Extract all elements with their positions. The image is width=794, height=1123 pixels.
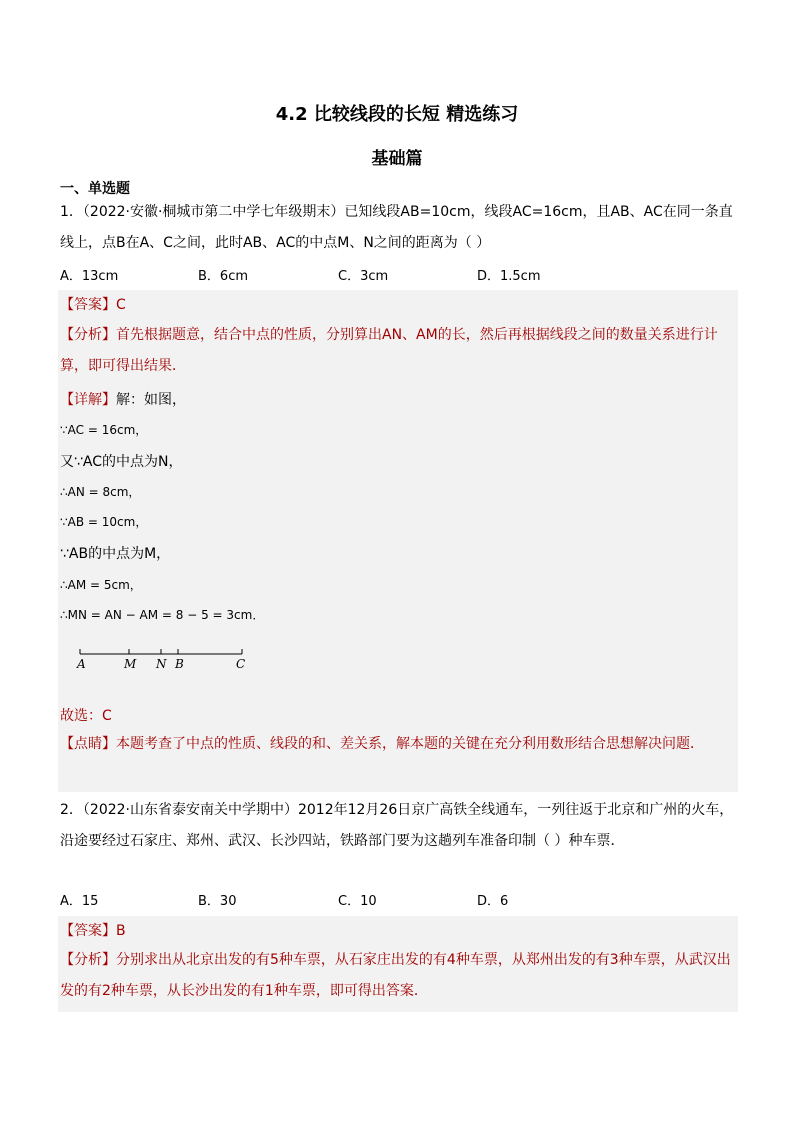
analysis-1 xyxy=(60,320,740,382)
analysis-text: 分别求出从北京出发的有5种车票，从石家庄出发的有4种车票，从郑州出发的有3种车票，从武汉出发的有2种车票，从长沙出发的有1种车票，即可得出答案． xyxy=(60,952,731,999)
analysis-tag: 【分析】 xyxy=(60,952,116,968)
answer-value: C xyxy=(116,297,126,313)
detail-tag: 【详解】 xyxy=(60,392,116,408)
question-2-options xyxy=(60,890,740,910)
choice-1 xyxy=(60,705,740,725)
choice-value: C xyxy=(102,708,112,724)
label-a: A xyxy=(77,657,86,671)
option-d: D．6 xyxy=(477,894,509,909)
comment-text: 本题考查了中点的性质、线段的和、差关系，解本题的关键在充分利用数形结合思想解决问题． xyxy=(116,736,704,752)
label-c: C xyxy=(236,657,246,671)
answer-value: B xyxy=(116,923,126,939)
label-b: B xyxy=(175,657,184,671)
answer-2 xyxy=(60,920,740,940)
answer-tag: 【答案】 xyxy=(60,297,116,313)
option-c: C．3cm xyxy=(338,269,389,284)
option-a: A．13cm xyxy=(60,269,119,284)
segment-figure xyxy=(70,644,260,674)
choice-prefix: 故选： xyxy=(60,708,102,724)
detail-intro: 解：如图， xyxy=(116,392,186,408)
question-1-text: 1．（2022·安徽·桐城市第二中学七年级期末）已知线段AB=10cm，线段AC=16cm，且AB、AC在同一条直线上，点B在A、C之间，此时AB、AC的中点M、N之间的距离为（ ） xyxy=(60,204,733,251)
analysis-text: 首先根据题意，结合中点的性质，分别算出AN、AM的长，然后再根据线段之间的数量关系进行计算，即可得出结果． xyxy=(60,327,718,374)
question-1-options xyxy=(60,265,740,285)
step-4: ∵AB = 10cm， xyxy=(60,515,148,529)
option-b: B．30 xyxy=(198,894,237,909)
step-7: ∴MN = AN − AM = 8 − 5 = 3cm． xyxy=(60,608,265,622)
comment-1 xyxy=(60,729,740,760)
page-subtitle: 基础篇 xyxy=(371,149,423,169)
step-5: ∵AB的中点为M， xyxy=(60,546,171,562)
analysis-2 xyxy=(60,945,740,1007)
label-m: M xyxy=(124,657,137,671)
step-6: ∴AM = 5cm， xyxy=(60,578,142,592)
option-b: B．6cm xyxy=(198,269,249,284)
analysis-tag: 【分析】 xyxy=(60,327,116,343)
section-heading: 一、单选题 xyxy=(60,181,130,197)
detail-1 xyxy=(60,389,740,409)
answer-1 xyxy=(60,294,740,314)
option-a: A．15 xyxy=(60,894,99,909)
page-title: 4.2 比较线段的长短 精选练习 xyxy=(275,104,519,125)
comment-tag: 【点睛】 xyxy=(60,736,116,752)
option-d: D．1.5cm xyxy=(477,269,541,284)
label-n: N xyxy=(156,657,167,671)
step-1: ∵AC = 16cm， xyxy=(60,423,148,437)
option-c: C．10 xyxy=(338,894,377,909)
answer-tag: 【答案】 xyxy=(60,923,116,939)
step-3: ∴AN = 8cm， xyxy=(60,485,141,499)
step-2: 又∵AC的中点为N， xyxy=(60,454,183,470)
question-2-text: 2．（2022·山东省泰安南关中学期中）2012年12月26日京广高铁全线通车，一列往返于北京和广州的火车，沿途要经过石家庄、郑州、武汉、长沙四站，铁路部门要为这趟列车准备印制（ ）种车票． xyxy=(60,802,734,849)
